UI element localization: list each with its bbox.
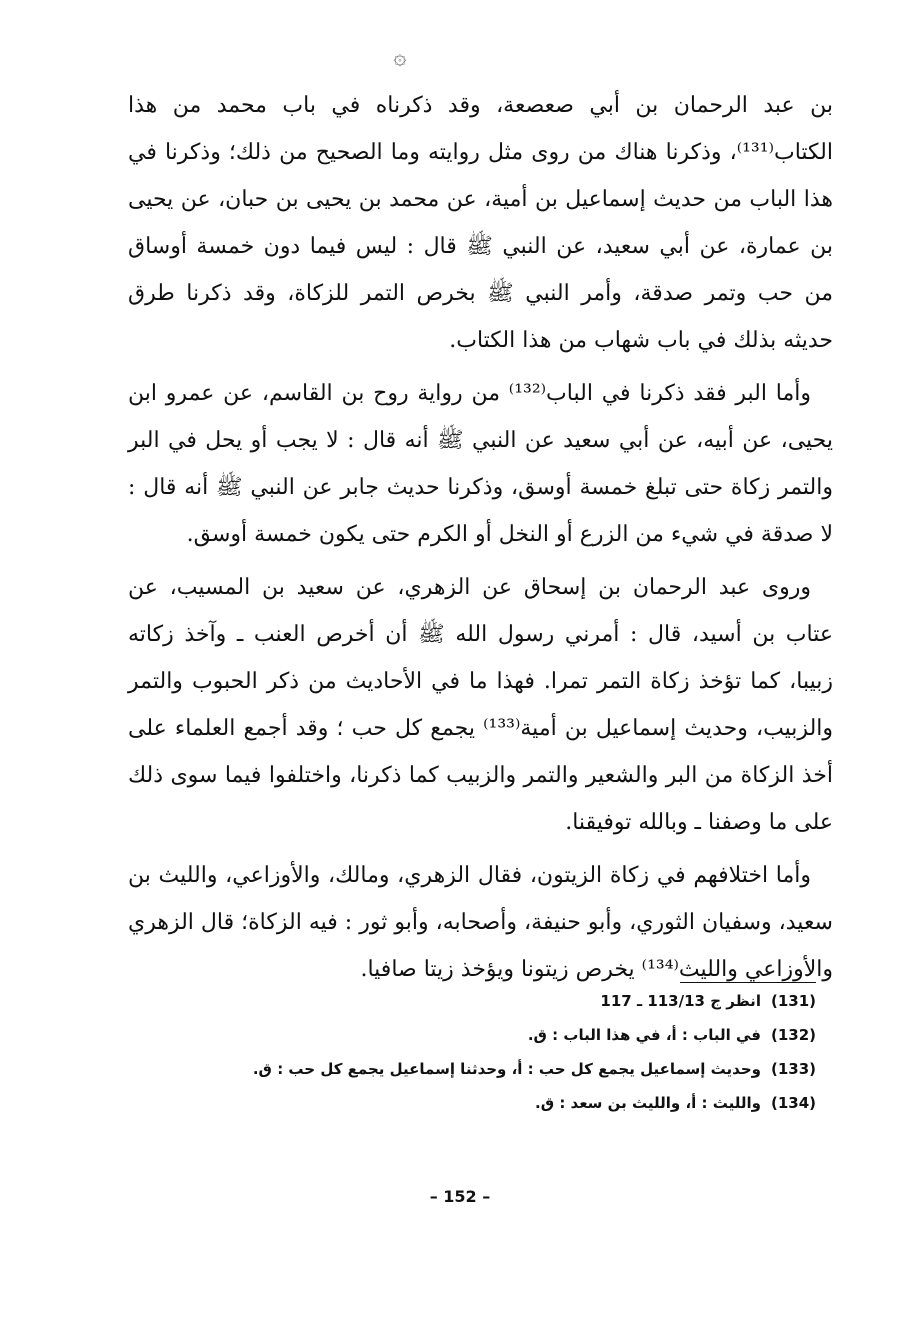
main-text [128,82,833,999]
page-number: – 152 – [429,1187,491,1206]
paragraph: وأما اختلافهم في زكاة الزيتون، فقال الزهري، ومالك، والأوزاعي، والليث بن سعيد، وسفيان الثوري، وأبو حنيفة، وأصحابه، وأبو ثور : فيه الزكاة؛ قال الزهري والأوزاعي والليث⁽¹³⁴⁾ يخرص زيتونا ويؤخذ زيتا صافيا. [128,863,833,982]
header-ornament: ۞ [393,45,407,70]
footnote [380,1018,816,1052]
paragraph: وروى عبد الرحمان بن إسحاق عن الزهري، عن سعيد بن المسيب، عن عتاب بن أسيد، قال : أمرني رسول الله ﷺ أن أخرص العنب ـ وآخذ زكاته زبيبا، كما تؤخذ زكاة التمر تمرا. فهذا ما في الأحاديث من ذكر الحبوب والتمر والزبيب، وحديث إسماعيل بن أمية⁽¹³³⁾ يجمع كل حب ؛ وقد أجمع العلماء على أخذ الزكاة من البر والشعير والتمر والزبيب كما ذكرنا، واختلفوا فيما سوى ذلك على ما وصفنا ـ وبالله توفيقنا. [128,575,834,835]
footnote-number: (133) [770,1060,816,1078]
footnote-separator [680,982,816,983]
footnote-text: وحديث إسماعيل يجمع كل حب : أ، وحدثنا إسماعيل يجمع كل حب : ق. [252,1060,761,1078]
footnote [252,1052,816,1086]
footnote-number: (132) [770,1026,816,1044]
footnote-number: (131) [770,992,816,1010]
paragraph: وأما البر فقد ذكرنا في الباب⁽¹³²⁾ من رواية روح بن القاسم، عن عمرو ابن يحيى، عن أبيه، عن أبي سعيد عن النبي ﷺ أنه قال : لا يجب أو يحل في البر والتمر زكاة حتى تبلغ خمسة أوسق، وذكرنا حديث جابر عن النبي ﷺ أنه قال : لا صدقة في شيء من الزرع أو النخل أو الكرم حتى يكون خمسة أوسق. [128,381,833,547]
footnote-text: والليث : أ، والليث بن سعد : ق. [535,1094,761,1112]
paragraph: بن عبد الرحمان بن أبي صعصعة، وقد ذكرناه في باب محمد من هذا الكتاب⁽¹³¹⁾، وذكرنا هناك من روى مثل روايته وما الصحيح من ذلك؛ وذكرنا في هذا الباب من حديث إسماعيل بن أمية، عن محمد بن يحيى بن حبان، عن يحيى بن عمارة، عن أبي سعيد، عن النبي ﷺ قال : ليس فيما دون خمسة أوساق من حب وتمر صدقة، وأمر النبي ﷺ بخرص التمر للزكاة، وقد ذكرنا طرق حديثه بذلك في باب شهاب من هذا الكتاب. [128,93,833,353]
footnote [380,984,816,1018]
footnote-number: (134) [770,1094,816,1112]
footnotes [252,984,816,1120]
footnote [380,1086,816,1120]
footnote-text: انظر ج 113/13 ـ 117 [600,992,761,1010]
footnote-text: في الباب : أ، في هذا الباب : ق. [527,1026,761,1044]
